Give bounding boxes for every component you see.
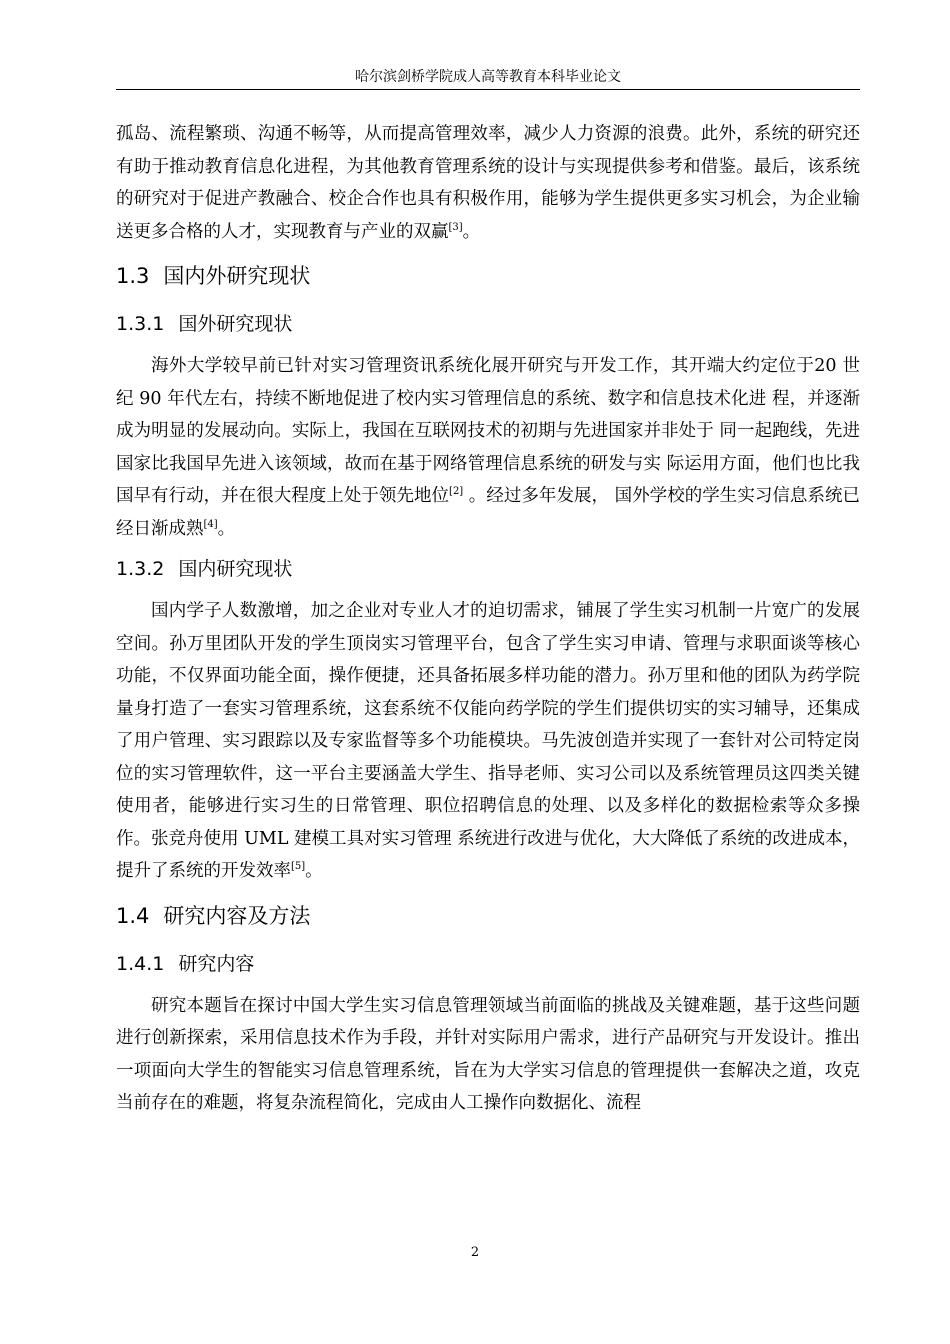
page-number: 2 — [470, 1245, 480, 1260]
section-title: 研究内容及方法 — [163, 903, 311, 928]
section-number: 1.4.1 — [116, 952, 165, 975]
paragraph-text: 研究本题旨在探讨中国大学生实习信息管理领域当前面临的挑战及关键难题，基于这些问题进行创新探索，采用信息技术作为手段，并针对实际用户需求，进行产品研究与开发设计。推出一项面向大学生的智能实习信息管理系统，旨在为大学实习信息的管理提供一套解决之道，攻克当前存在的难题，将复杂流程简化，完成由人工操作向数据化、流程 — [116, 995, 860, 1113]
foreign-research-paragraph — [116, 350, 860, 545]
section-number: 1.3.2 — [116, 558, 165, 580]
paragraph-tail: 。 — [305, 861, 323, 881]
citation: [3] — [448, 221, 463, 233]
paragraph-text: 国内学子人数激增，加之企业对专业人才的迫切需求，铺展了学生实习机制一片宽广的发展空间。孙万里团队开发的学生顶岗实习管理平台，包含了学生实习申请、管理与求职面谈等核心功能，不仅界面功能全面，操作便捷，还具备拓展多样功能的潜力。孙万里和他的团队为药学院量身打造了一套实习管理系统，这套系统不仅能向药学院的学生们提供切实的实习辅导，还集成了用户管理、实习跟踪以及专家监督等多个功能模块。马先波创造并实现了一套针对公司特定岗位的实习管理软件，这一平台主要涵盖大学生、指导老师、实习公司以及系统管理员这四类关键使用者，能够进行实习生的日常管理、职位招聘信息的处理、以及多样化的数据检索等众多操作。张竞舟使用 UML 建模工具对实习管理 系统进行改进与优化，大大降低了系统的改进成本，提升了系统的开发效率 — [116, 601, 860, 881]
paragraph-tail: 。 — [217, 518, 236, 539]
section-heading-1-4 — [116, 898, 860, 934]
citation: [5] — [291, 861, 306, 873]
section-number: 1.4 — [116, 903, 150, 928]
section-title: 国内外研究现状 — [163, 264, 311, 288]
section-title: 研究内容 — [178, 952, 255, 975]
section-heading-1-3 — [116, 258, 860, 294]
section-number: 1.3 — [116, 264, 150, 288]
paragraph-text: 。经过多年发展， 国外学校的学生实习信息系统已经日渐成熟 — [116, 486, 861, 539]
page-header: 哈尔滨剑桥学院成人高等教育本科毕业论文 — [355, 69, 621, 85]
citation: [4] — [203, 518, 218, 530]
header-divider — [116, 89, 860, 90]
section-title: 国外研究现状 — [178, 313, 293, 335]
paragraph-text: 海外大学较早前已针对实习管理资讯系统化展开研究与开发工作，其开端大约定位于20 世纪 90 年代左右，持续不断地促进了校内实习管理信息的系统、数字和信息技术化进 程，并逐渐成为明显的发展动向。实际上，我国在互联网技术的初期与先进国家并非处于 同一起跑线，先进国家比我国早先进入该领域，故而在基于网络管理信息系统的研发与实 际运用方面，他们也比我国早有行动，并在很大程度上处于领先地位 — [116, 356, 860, 506]
intro-paragraph — [116, 118, 860, 248]
section-title: 国内研究现状 — [178, 558, 293, 580]
section-heading-1-3-2 — [116, 549, 860, 589]
page-body — [116, 118, 860, 1120]
intro-text: 孤岛、流程繁琐、沟通不畅等，从而提高管理效率，减少人力资源的浪费。此外，系统的研究还有助于推动教育信息化进程，为其他教育管理系统的设计与实现提供参考和借鉴。最后，该系统的研究对于促进产教融合、校企合作也具有积极作用，能够为学生提供更多实习机会，为企业输送更多合格的人才，实现教育与产业的双赢 — [116, 124, 860, 242]
section-number: 1.3.1 — [116, 313, 165, 335]
domestic-research-paragraph — [116, 595, 860, 888]
section-heading-1-3-1 — [116, 304, 860, 344]
intro-tail: 。 — [462, 221, 481, 242]
section-heading-1-4-1 — [116, 944, 860, 984]
citation: [2] — [449, 486, 464, 498]
research-content-paragraph — [116, 990, 860, 1120]
